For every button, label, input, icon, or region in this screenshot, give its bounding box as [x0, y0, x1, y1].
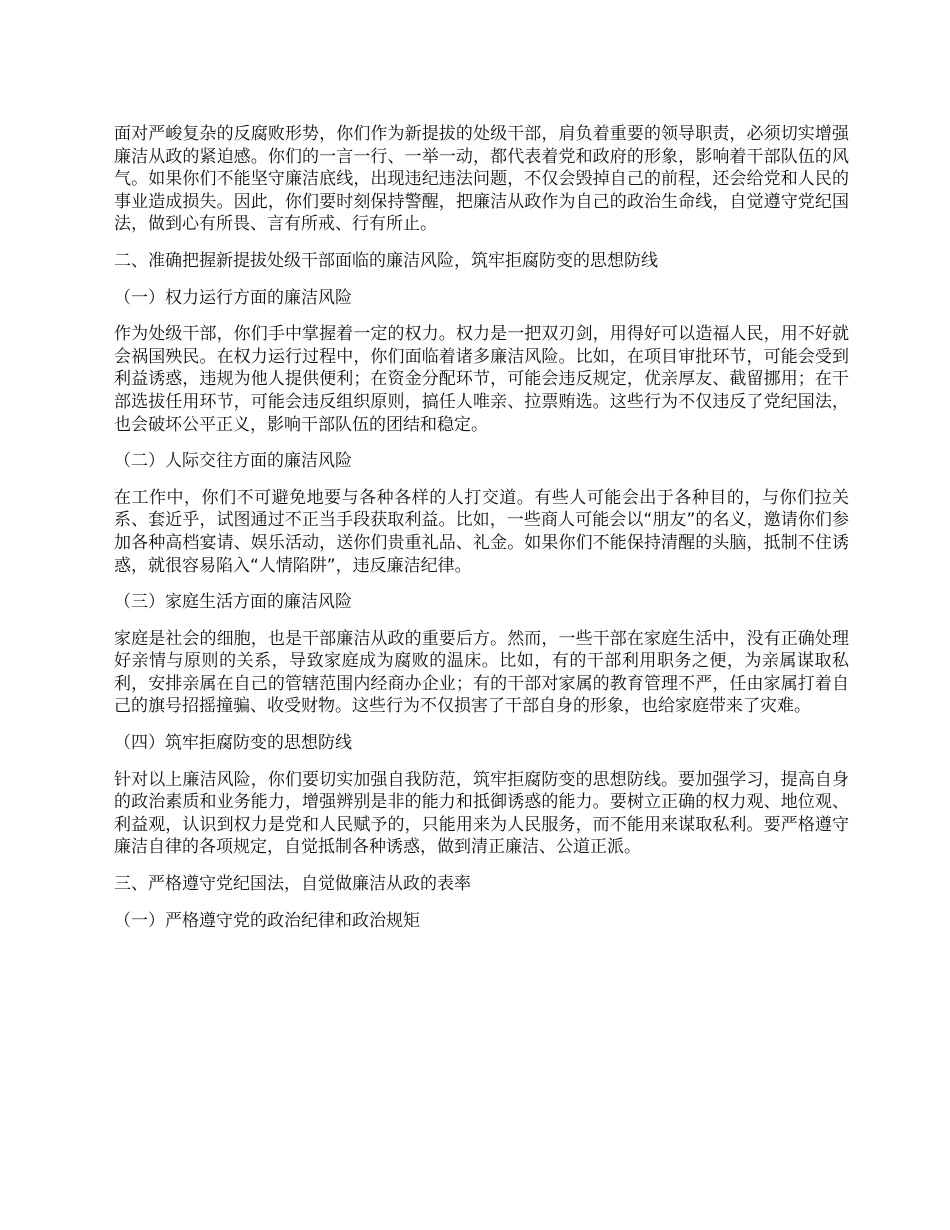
document-page [114, 123, 849, 946]
subsection-heading-defense: （四）筑牢拒腐防变的思想防线 [114, 733, 352, 754]
subsection-heading-discipline: （一）严格遵守党的政治纪律和政治规矩 [114, 910, 420, 931]
subsection-heading-family: （三）家庭生活方面的廉洁风险 [114, 592, 352, 613]
paragraph-power-risk: 作为处级干部，你们手中掌握着一定的权力。权力是一把双刃剑，用得好可以造福人民，用不好就会祸国殃民。在权力运行过程中，你们面临着诸多廉洁风险。比如，在项目审批环节，可能会受到利益诱惑，违规为他人提供便利；在资金分配环节，可能会违反规定，优亲厚友、截留挪用；在干部选拔任用环节，可能会违反组织原则，搞任人唯亲、拉票贿选。这些行为不仅违反了党纪国法，也会破坏公平正义，影响干部队伍的团结和稳定。 [114, 324, 849, 435]
subsection-heading-social: （二）人际交往方面的廉洁风险 [114, 451, 352, 472]
paragraph-family-risk: 家庭是社会的细胞，也是干部廉洁从政的重要后方。然而，一些干部在家庭生活中，没有正确处理好亲情与原则的关系，导致家庭成为腐败的温床。比如，有的干部利用职务之便，为亲属谋取私利，安排亲属在自己的管辖范围内经商办企业；有的干部对家属的教育管理不严，任由家属打着自己的旗号招摇撞骗、收受财物。这些行为不仅损害了干部自身的形象，也给家庭带来了灾难。 [114, 628, 849, 717]
section-heading-3: 三、严格遵守党纪国法，自觉做廉洁从政的表率 [114, 874, 471, 895]
section-heading-2: 二、准确把握新提拔处级干部面临的廉洁风险，筑牢拒腐防变的思想防线 [114, 250, 658, 271]
subsection-heading-power: （一）权力运行方面的廉洁风险 [114, 287, 352, 308]
paragraph-defense: 针对以上廉洁风险，你们要切实加强自我防范，筑牢拒腐防变的思想防线。要加强学习，提高自身的政治素质和业务能力，增强辨别是非的能力和抵御诱惑的能力。要树立正确的权力观、地位观、利益观，认识到权力是党和人民赋予的，只能用来为人民服务，而不能用来谋取私利。要严格遵守廉洁自律的各项规定，自觉抵制各种诱惑，做到清正廉洁、公道正派。 [114, 769, 849, 858]
paragraph-social-risk: 在工作中，你们不可避免地要与各种各样的人打交道。有些人可能会出于各种目的，与你们拉关系、套近乎，试图通过不正当手段获取利益。比如，一些商人可能会以“朋友”的名义，邀请你们参加各种高档宴请、娱乐活动，送你们贵重礼品、礼金。如果你们不能保持清醒的头脑，抵制不住诱惑，就很容易陷入“人情陷阱”，违反廉洁纪律。 [114, 487, 849, 576]
paragraph-intro: 面对严峻复杂的反腐败形势，你们作为新提拔的处级干部，肩负着重要的领导职责，必须切实增强廉洁从政的紧迫感。你们的一言一行、一举一动，都代表着党和政府的形象，影响着干部队伍的风气。如果你们不能坚守廉洁底线，出现违纪违法问题，不仅会毁掉自己的前程，还会给党和人民的事业造成损失。因此，你们要时刻保持警醒，把廉洁从政作为自己的政治生命线，自觉遵守党纪国法，做到心有所畏、言有所戒、行有所止。 [114, 124, 849, 235]
